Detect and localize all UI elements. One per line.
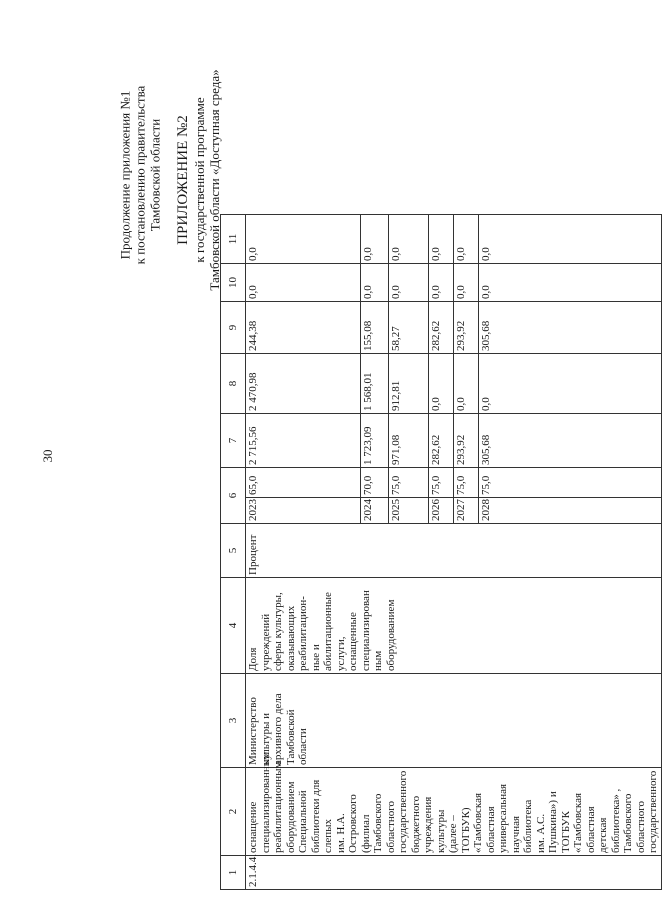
- year-cell: 2025: [389, 498, 429, 524]
- funding-col8: 0,0: [479, 354, 662, 414]
- description-line: библиотека» ,: [609, 788, 622, 853]
- indicator-line: специализирован: [359, 590, 372, 671]
- funding-col10: 0,0: [429, 264, 454, 302]
- indicator-line: оборудованием: [384, 599, 397, 671]
- responsible-line: культуры и: [259, 713, 272, 765]
- responsible-line: архивного дела: [272, 693, 284, 765]
- description-line: ТОГБУК «Тамбовская: [559, 792, 584, 853]
- description-line: областная детская: [584, 806, 609, 853]
- total-funding: 2 715,56: [246, 414, 361, 468]
- col-header: 3: [221, 674, 246, 768]
- indicator-line: ные и: [309, 644, 322, 671]
- description-line: «Тамбовская областная: [472, 792, 497, 853]
- description-line: областного: [384, 800, 397, 853]
- funding-col8: 912,81: [389, 354, 429, 414]
- indicator-line: учреждений: [259, 613, 272, 671]
- funding-col9: 293,92: [454, 302, 479, 354]
- description-line: государственного: [397, 770, 409, 853]
- decree-header-line: к постановлению правительства: [132, 85, 148, 265]
- indicator-line: ным: [372, 650, 384, 671]
- col-header: 6: [221, 468, 246, 524]
- description-line: специализированным: [259, 751, 272, 853]
- indicator-value: 65,0: [246, 468, 361, 498]
- measure-description: [246, 751, 662, 856]
- year-cell: 2026: [429, 498, 454, 524]
- table-row: [246, 215, 361, 890]
- year-cell: 2027: [454, 498, 479, 524]
- decree-header-line: Продолжение приложения №1: [117, 90, 133, 260]
- funding-col8: 2 470,98: [246, 354, 361, 414]
- table-header-row: [221, 215, 246, 890]
- indicator-line: оснащенные: [347, 612, 359, 671]
- indicator-line: абилитационные: [322, 592, 334, 671]
- total-funding: 282,62: [429, 414, 454, 468]
- funding-col11: 0,0: [454, 215, 479, 264]
- decree-header: [118, 25, 163, 325]
- total-funding: 293,92: [454, 414, 479, 468]
- col-header: 8: [221, 354, 246, 414]
- col-header: 9: [221, 302, 246, 354]
- indicator-line: услуги,: [334, 636, 347, 671]
- col-header: 5: [221, 524, 246, 578]
- year-cell: 2028: [479, 498, 662, 524]
- description-line: Тамбовского: [622, 793, 634, 853]
- appendix-line: Тамбовской области «Доступная среда»: [207, 69, 222, 291]
- description-line: государственного: [647, 770, 659, 853]
- indicator-value: 75,0: [454, 468, 479, 498]
- funding-col9: 244,38: [246, 302, 361, 354]
- total-funding: 305,68: [479, 414, 662, 468]
- col-header: 2: [221, 768, 246, 856]
- indicator-value: 75,0: [429, 468, 454, 498]
- funding-col11: 0,0: [429, 215, 454, 264]
- description-line: учреждения культуры: [422, 796, 447, 853]
- decree-header-line: Тамбовской области: [147, 118, 163, 232]
- funding-col9: 155,08: [361, 302, 389, 354]
- total-funding: 1 723,09: [361, 414, 389, 468]
- funding-col11: 0,0: [246, 215, 361, 264]
- col-header: 10: [221, 264, 246, 302]
- description-line: реабилитационным: [272, 761, 284, 853]
- indicator-value: 70,0: [361, 468, 389, 498]
- description-line: оборудованием: [284, 781, 297, 853]
- description-line: (далее – ТОГБУК): [447, 807, 472, 853]
- funding-col10: 0,0: [389, 264, 429, 302]
- year-cell: 2023: [246, 498, 361, 524]
- indicator-line: сферы культуры,: [272, 592, 284, 671]
- funding-col9: 58,27: [389, 302, 429, 354]
- indicator-line: Доля: [247, 647, 259, 671]
- responsible-line: Министерство: [247, 697, 259, 765]
- responsible-line: Тамбовской: [284, 709, 297, 765]
- indicator-line: оказывающих: [284, 605, 297, 671]
- description-line: бюджетного: [409, 795, 422, 853]
- responsible-line: области: [297, 728, 309, 765]
- funding-col9: 282,62: [429, 302, 454, 354]
- page-number: 30: [40, 449, 55, 463]
- funding-col9: 305,68: [479, 302, 662, 354]
- col-header: 11: [221, 215, 246, 264]
- indicator-description: [246, 578, 662, 674]
- funding-col8: 1 568,01: [361, 354, 389, 414]
- description-line: универсальная научная: [497, 783, 522, 853]
- col-header: 4: [221, 578, 246, 674]
- indicator-line: реабилитацион-: [297, 596, 309, 671]
- indicator-value: 75,0: [389, 468, 429, 498]
- description-line: областного: [634, 800, 647, 853]
- description-line: им. А.С. Пушкина») и: [534, 791, 559, 853]
- funding-col10: 0,0: [246, 264, 361, 302]
- indicator-value: 75,0: [479, 468, 662, 498]
- description-line: (филиал Тамбовского: [359, 793, 384, 853]
- funding-col10: 0,0: [454, 264, 479, 302]
- funding-col8: 0,0: [429, 354, 454, 414]
- col-header: 1: [221, 856, 246, 890]
- responsible-agency: [246, 674, 662, 768]
- funding-col8: 0,0: [454, 354, 479, 414]
- description-line: им. Н.А. Островского: [334, 794, 359, 853]
- funding-col11: 0,0: [361, 215, 389, 264]
- year-cell: 2024: [361, 498, 389, 524]
- description-line: оснащение: [247, 801, 259, 853]
- col-header: 7: [221, 414, 246, 468]
- program-table-wrapper: [220, 215, 659, 890]
- funding-col11: 0,0: [389, 215, 429, 264]
- program-table: [220, 214, 662, 890]
- appendix-title: ПРИЛОЖЕНИЕ №2: [175, 115, 191, 245]
- funding-col10: 0,0: [479, 264, 662, 302]
- description-line: Специальной: [297, 790, 309, 853]
- appendix-header: [174, 30, 222, 330]
- description-line: библиотека: [522, 799, 534, 853]
- row-id: 2.1.4.4.: [246, 856, 662, 890]
- funding-col11: 0,0: [479, 215, 662, 264]
- total-funding: 971,08: [389, 414, 429, 468]
- description-line: библиотеки для слепых: [309, 779, 334, 853]
- funding-col10: 0,0: [361, 264, 389, 302]
- unit-cell: Процент: [246, 524, 662, 578]
- appendix-line: к государственной программе: [192, 97, 207, 263]
